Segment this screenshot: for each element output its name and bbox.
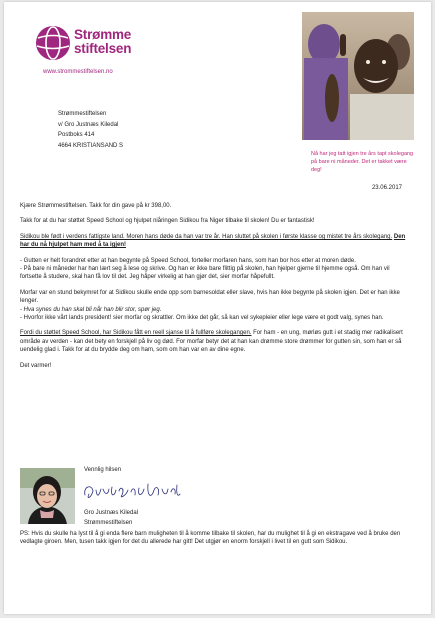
postscript: PS: Hvis du skulle ha lyst til å gi enda flere barn muligheten til å komme tilbake til skolen, har du mulighet til å gi en ekstragave ved å bruke den vedlagte giroen. Men, tusen takk igjen for det du allerede har gitt! Det utgjør en enorm forskjell i livet til en gutt som Sidikou. [20,531,401,546]
greeting: Kjære Strømmestiftelsen. Takk for din gave på kr 398,00. [20,203,172,209]
letter-page [4,2,431,614]
signer-block [84,508,138,528]
paragraph-3b: - På bare ni måneder har han lært seg å lese og skrive. Og han er ikke bare flittig på skolen, han hjelper gjerne til hjemme også. Om han vil fortsette å studere, skal han få lov til det. Jeg håper virkelig at han gjør det, sier morfar håpefullt. [20,266,390,281]
address-line: v/ Gro Justnæs Kiledal [58,121,119,128]
globe-logo-icon [34,24,72,62]
paragraph-2-underlined: Sidikou ble født i verdens fattigste land. Moren hans døde da han var tre år. Han sluttet på skolen i første klasse og mistet tre års skolegang. [20,233,393,240]
logo-line-1: Strømme [74,27,132,42]
paragraph-5 [20,329,406,354]
paragraph-4-text: Morfar var en stund bekymret for at Sidikou skulle ende opp som barnesoldat eller slave, hvis han ikke begynte på skolen igjen. Det er han ikke lenger. [20,289,400,305]
address-line: 4664 KRISTIANSAND S [58,142,124,149]
website-url[interactable]: www.strommestiftelsen.no [43,69,113,75]
paragraph-2-bold: Den har du nå hjulpet ham med å ta igjen! [20,233,406,249]
paragraph-5-rest: For ham - en ung, mørløs gutt i et stadig mer radikalisert område av verden - kan det bety en forskjell på liv og død. For morfar betyr det at han kan drømme store drømmer for gutten sin, som han er så uendelig glad i. Takk for at du brydde deg om ham, som om han var en av dine egne. [20,330,403,354]
logo-line-2: stiftelsen [74,41,132,56]
paragraph-2 [20,233,406,250]
signer-org: Strømmestiftelsen [84,520,133,526]
paragraph-1: Takk for at du har støttet Speed School og hjulpet niåringen Sidikou fra Niger tilbake til skolen! Du er fantastisk! [20,218,315,225]
paragraph-3a: - Gutten er helt forandret etter at han begynte på Speed School, forteller morfaren hans, som han bor hos etter at moren døde. [20,257,356,264]
address-line: Strømmestiftelsen [58,111,107,117]
paragraph-3 [20,257,406,282]
handwritten-signature [82,480,182,504]
boy-photo [302,12,414,140]
closing-partial: Det varmer! [20,362,52,368]
paragraph-4 [20,289,406,323]
paragraph-5-underlined: Fordi du støttet Speed School, har Sidikou fått en reell sjanse til å fullføre skolegangen. [20,330,252,337]
paragraph-4-answer: - Hvorfor ikke vårt lands president! sier morfar og skrattler. Om ikke det går, så kan vel sykepleier eller lege være et godt valg, synes han. [20,315,384,322]
signer-photo [20,468,75,524]
paragraph-4-question: - Hva synes du han skal bli når han blir stor, spør jeg. [20,306,162,313]
recipient-address [58,109,123,151]
letter-body [20,202,406,375]
logo-text [74,28,131,56]
photo-caption: Nå har jeg tatt igjen tre års tapt skolegang på bare ni måneder. Det er takket være deg! [311,151,414,173]
address-line: Postboks 414 [58,132,95,139]
closing-regards: Vennlig hilsen [84,467,122,473]
letter-date: 23.06.2017 [371,185,402,191]
signer-name: Gro Justnæs Kiledal [84,510,139,516]
